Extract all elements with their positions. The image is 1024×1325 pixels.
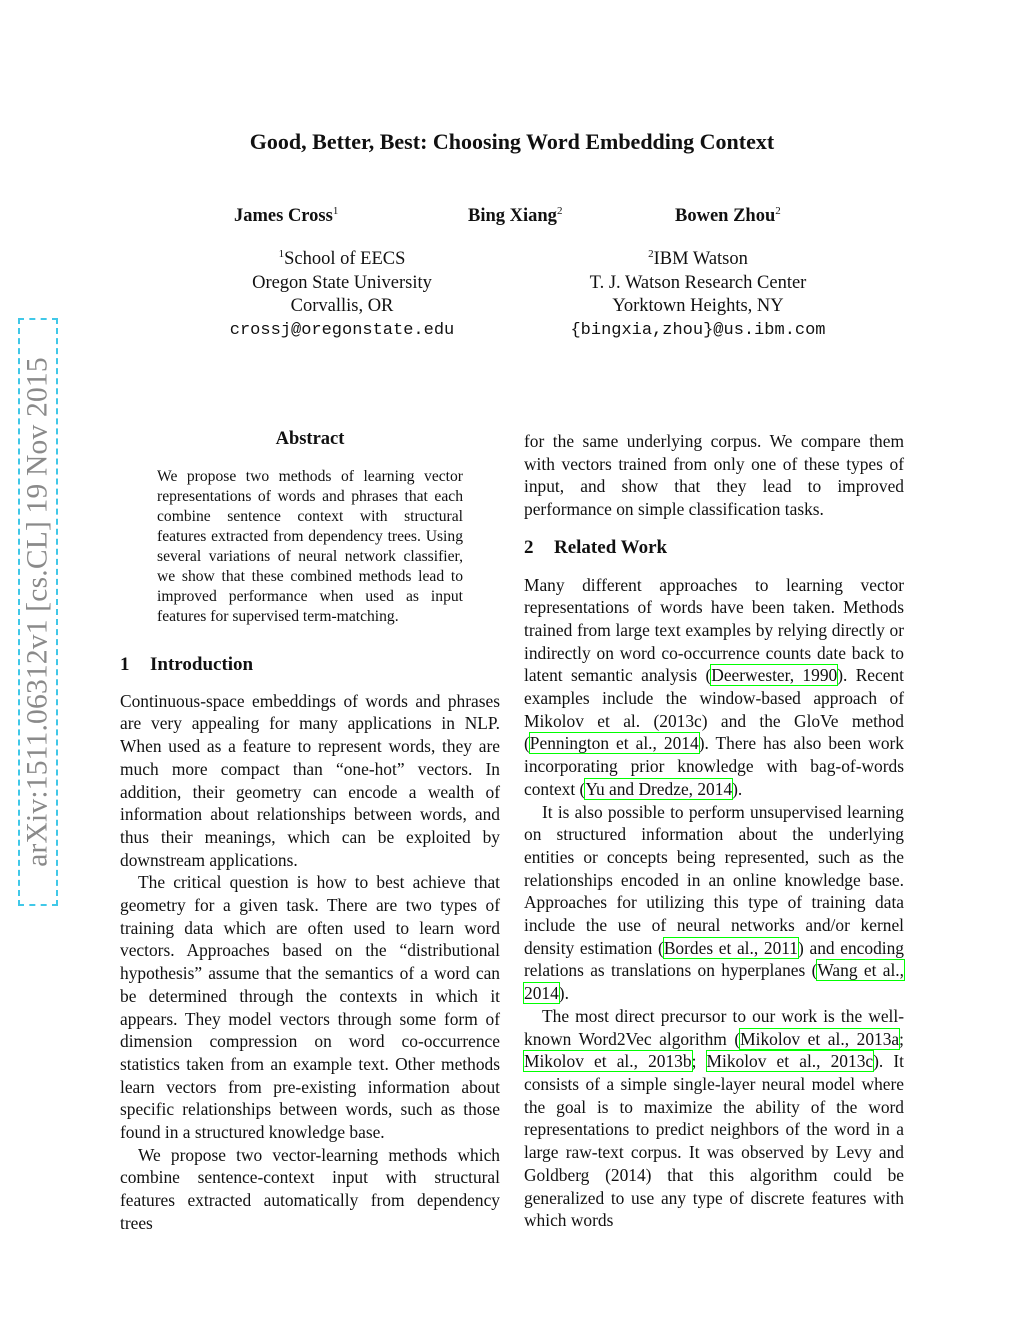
related-p3-text-a: The most direct precursor to our work is the well-known Word2Vec algorithm ( bbox=[524, 1005, 904, 1049]
paper-title: Good, Better, Best: Choosing Word Embedding Context bbox=[249, 129, 775, 154]
abstract-text: We propose two methods of learning vector representations of words and phrases that each combine sentence context with structural features extracted from dependency trees. Using several variations of neural network classifier, we show that these combined methods lead to improved performance when used as input features for supervised term-matching. bbox=[157, 468, 463, 625]
author-1 bbox=[234, 205, 338, 227]
arxiv-identifier-stamp bbox=[18, 318, 58, 906]
related-p2-text-a: It is also possible to perform unsupervised learning on structured information about the underlying entities or concepts being represented, such as the relationships encoded in an online knowledge base. Approaches for utilizing this type of training data include the use of neural networks and/or kernel density estimation ( bbox=[524, 801, 904, 958]
intro-title: Introduction bbox=[150, 654, 254, 675]
author-1-name: James Cross bbox=[234, 206, 333, 227]
affiliation-1-email: crossj@oregonstate.edu bbox=[229, 320, 455, 340]
intro-paragraph-3-continued: for the same underlying corpus. We compare them with vectors trained from only one of these types of input, and show that they lead to improved performance on simple classification tasks. bbox=[524, 431, 904, 520]
citation-mikolov-2013c[interactable]: Mikolov et al., 2013c bbox=[706, 1051, 874, 1072]
intro-number: 1 bbox=[120, 654, 130, 675]
related-work-heading bbox=[524, 537, 904, 560]
author-1-sup: 1 bbox=[332, 205, 339, 217]
intro-heading bbox=[120, 654, 500, 677]
abstract-heading: Abstract bbox=[275, 429, 345, 449]
affiliation-2-line3: Yorktown Heights, NY bbox=[612, 296, 784, 317]
author-2-sup: 2 bbox=[556, 205, 563, 217]
related-paragraph-3 bbox=[524, 1005, 904, 1232]
related-p2-text-b: ) and encoding relations as translations on hyperplanes ( bbox=[524, 937, 904, 981]
affiliation-2 bbox=[532, 243, 864, 342]
related-p1-text-a: Many different approaches to learning vector representations of words have been taken. Methods trained from large text examples by relying directly or indirectly on word co-occurrence counts date back to latent semantic analysis ( bbox=[524, 574, 904, 686]
author-3-name: Bowen Zhou bbox=[675, 206, 776, 227]
affiliation-1-line3: Corvallis, OR bbox=[290, 296, 394, 317]
citation-deerwester-1990[interactable]: Deerwester, 1990 bbox=[711, 665, 838, 686]
author-2-name: Bing Xiang bbox=[468, 206, 557, 227]
affiliation-2-email: {bingxia,zhou}@us.ibm.com bbox=[570, 320, 826, 340]
right-column bbox=[524, 430, 904, 1232]
citation-yu-dredze-2014[interactable]: Yu and Dredze, 2014 bbox=[585, 778, 733, 799]
related-p1-text-c: ). There has also been work incorporating prior knowledge with bag-of-words context ( bbox=[524, 733, 904, 799]
citation-wang-2014[interactable]: Wang et al., 2014 bbox=[524, 960, 904, 1004]
affiliation-2-line2: T. J. Watson Research Center bbox=[589, 272, 807, 293]
related-p1-text-b: ). Recent examples include the window-based approach of Mikolov et al. (2013c) and the GloVe method ( bbox=[524, 665, 904, 754]
author-3 bbox=[675, 205, 781, 227]
affiliation-2-line1: IBM Watson bbox=[653, 249, 748, 270]
author-2 bbox=[468, 205, 562, 227]
arxiv-id: arXiv:1511.06312v1 [cs.CL] 19 Nov 2015 bbox=[21, 357, 54, 867]
author-3-sup: 2 bbox=[775, 205, 781, 217]
affiliation-1 bbox=[192, 243, 492, 342]
related-work-number: 2 bbox=[524, 536, 534, 558]
related-p3-text-b: ). It consists of a simple single-layer neural model where the goal is to maximize the ability of the word representations to predict neighbors of the word in a large raw-text corpus. It was observed by Levy and Goldberg (2014) that this algorithm could be generalized to use any type of discrete features with which words bbox=[524, 1051, 904, 1231]
affiliation-1-line1: School of EECS bbox=[284, 249, 406, 270]
left-column bbox=[120, 654, 500, 1235]
related-work-title: Related Work bbox=[554, 536, 668, 558]
intro-paragraph-1: Continuous-space embeddings of words and phrases are very appealing for many applications in NLP. When used as a feature to represent words, they are much more compact than “one-hot” vectors. In addition, their geometry can encode a wealth of information about relationships between words, and thus their meanings, which can be exploited by downstream applications. bbox=[120, 690, 500, 870]
related-p1-text-d: ). bbox=[732, 778, 743, 799]
citation-separator-1: ; bbox=[899, 1028, 904, 1049]
intro-paragraph-2: The critical question is how to best achieve that geometry for a given task. There are two types of training data which are often used to learn word vectors. Approaches based on the “distributional hypothesis” assume that the semantics of a word can be determined through the contexts in which it appears. They model vectors through some form of dimension compression on word co-occurrence statistics taken from an example text. Other methods learn vectors from pre-existing information about specific relationships between words, such as those found in a structured knowledge base. bbox=[120, 872, 500, 1143]
citation-bordes-2011[interactable]: Bordes et al., 2011 bbox=[663, 937, 799, 958]
related-paragraph-1 bbox=[524, 574, 904, 801]
affiliation-1-line2: Oregon State University bbox=[252, 272, 432, 293]
author-list bbox=[0, 205, 1024, 235]
citation-pennington-2014[interactable]: Pennington et al., 2014 bbox=[529, 733, 699, 754]
affiliation-2-sup: 2 bbox=[648, 248, 654, 260]
affiliation-1-sup: 1 bbox=[278, 248, 285, 260]
citation-mikolov-2013b[interactable]: Mikolov et al., 2013b bbox=[524, 1051, 692, 1072]
citation-mikolov-2013a[interactable]: Mikolov et al., 2013a bbox=[740, 1028, 900, 1049]
citation-separator-2: ; bbox=[691, 1051, 707, 1072]
related-p2-text-c: ). bbox=[558, 983, 569, 1004]
intro-paragraph-3: We propose two vector-learning methods which combine sentence-context input with structural features extracted automatically from dependency trees bbox=[120, 1144, 500, 1233]
related-paragraph-2 bbox=[524, 801, 904, 1005]
